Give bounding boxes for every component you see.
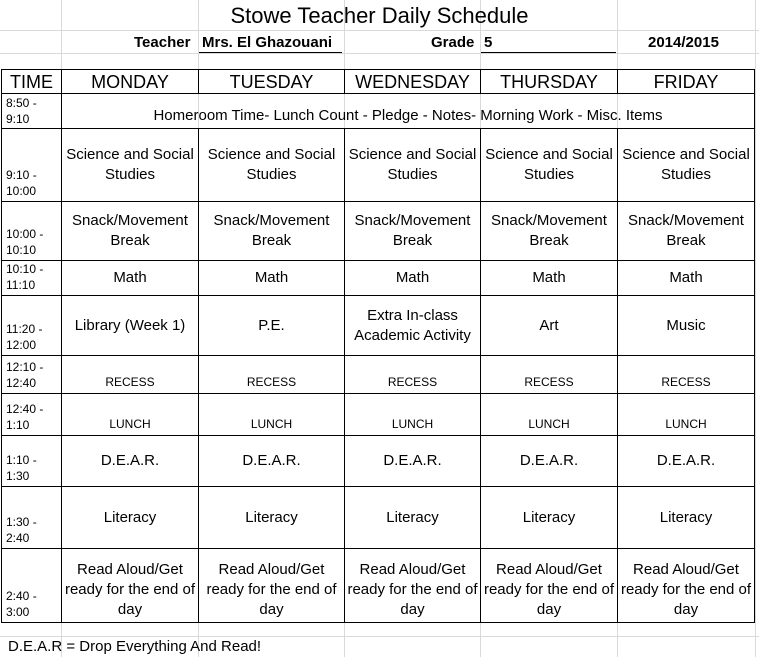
schedule-row bbox=[2, 129, 755, 202]
schedule-cell[interactable]: Math bbox=[618, 261, 755, 296]
schedule-cell[interactable]: Snack/Movement Break bbox=[618, 202, 755, 261]
schedule-cell[interactable]: RECESS bbox=[345, 356, 481, 394]
schedule-cell[interactable]: Science and Social Studies bbox=[199, 129, 345, 202]
day-header-monday: MONDAY bbox=[62, 70, 199, 94]
time-cell[interactable]: 9:10 - 10:00 bbox=[2, 129, 62, 202]
schedule-cell[interactable]: Library (Week 1) bbox=[62, 296, 199, 356]
gridline bbox=[0, 53, 759, 54]
schedule-row bbox=[2, 436, 755, 487]
schedule-cell[interactable]: Snack/Movement Break bbox=[62, 202, 199, 261]
schedule-cell[interactable]: Snack/Movement Break bbox=[345, 202, 481, 261]
schedule-cell[interactable]: Art bbox=[481, 296, 618, 356]
time-cell[interactable]: 10:00 - 10:10 bbox=[2, 202, 62, 261]
schedule-table bbox=[1, 69, 755, 623]
teacher-name[interactable]: Mrs. El Ghazouani bbox=[202, 34, 333, 51]
schedule-row bbox=[2, 487, 755, 549]
schedule-cell[interactable]: LUNCH bbox=[199, 394, 345, 436]
schedule-cell[interactable]: LUNCH bbox=[618, 394, 755, 436]
schedule-cell[interactable]: D.E.A.R. bbox=[345, 436, 481, 487]
schedule-row-homeroom bbox=[2, 94, 755, 129]
day-header-thursday: THURSDAY bbox=[481, 70, 618, 94]
schedule-row bbox=[2, 394, 755, 436]
time-cell[interactable]: 10:10 - 11:10 bbox=[2, 261, 62, 296]
header-row bbox=[2, 70, 755, 94]
homeroom-merged-cell[interactable]: Homeroom Time- Lunch Count - Pledge - Notes- Morning Work - Misc. Items bbox=[62, 94, 755, 129]
schedule-cell[interactable]: Snack/Movement Break bbox=[481, 202, 618, 261]
schedule-cell[interactable]: Music bbox=[618, 296, 755, 356]
schedule-cell[interactable]: RECESS bbox=[481, 356, 618, 394]
schedule-cell[interactable]: Literacy bbox=[481, 487, 618, 549]
schedule-cell[interactable]: D.E.A.R. bbox=[62, 436, 199, 487]
schedule-cell[interactable]: Math bbox=[62, 261, 199, 296]
schedule-row bbox=[2, 261, 755, 296]
time-cell[interactable]: 8:50 - 9:10 bbox=[2, 94, 62, 129]
schedule-cell[interactable]: D.E.A.R. bbox=[618, 436, 755, 487]
gridline bbox=[0, 636, 759, 637]
time-cell[interactable]: 12:10 - 12:40 bbox=[2, 356, 62, 394]
schedule-cell[interactable]: Read Aloud/Get ready for the end of day bbox=[481, 549, 618, 623]
gridline bbox=[755, 0, 756, 657]
schedule-cell[interactable]: Math bbox=[481, 261, 618, 296]
schedule-cell[interactable]: Literacy bbox=[199, 487, 345, 549]
schedule-cell[interactable]: Extra In-class Academic Activity bbox=[345, 296, 481, 356]
schedule-cell[interactable]: Read Aloud/Get ready for the end of day bbox=[618, 549, 755, 623]
schedule-cell[interactable]: Math bbox=[199, 261, 345, 296]
time-cell[interactable]: 1:10 - 1:30 bbox=[2, 436, 62, 487]
schedule-cell[interactable]: Read Aloud/Get ready for the end of day bbox=[62, 549, 199, 623]
schedule-cell[interactable]: Science and Social Studies bbox=[62, 129, 199, 202]
day-header-friday: FRIDAY bbox=[618, 70, 755, 94]
schedule-cell[interactable]: LUNCH bbox=[345, 394, 481, 436]
schedule-cell[interactable]: RECESS bbox=[618, 356, 755, 394]
schedule-cell[interactable]: Snack/Movement Break bbox=[199, 202, 345, 261]
schedule-cell[interactable]: Read Aloud/Get ready for the end of day bbox=[199, 549, 345, 623]
school-year[interactable]: 2014/2015 bbox=[648, 34, 719, 51]
schedule-cell[interactable]: LUNCH bbox=[62, 394, 199, 436]
schedule-cell[interactable]: Read Aloud/Get ready for the end of day bbox=[345, 549, 481, 623]
schedule-row bbox=[2, 202, 755, 261]
day-header-tuesday: TUESDAY bbox=[199, 70, 345, 94]
schedule-cell[interactable]: Science and Social Studies bbox=[481, 129, 618, 202]
gridline bbox=[0, 30, 759, 31]
time-header: TIME bbox=[2, 70, 62, 94]
time-cell[interactable]: 12:40 - 1:10 bbox=[2, 394, 62, 436]
time-cell[interactable]: 11:20 - 12:00 bbox=[2, 296, 62, 356]
schedule-row bbox=[2, 296, 755, 356]
schedule-cell[interactable]: D.E.A.R. bbox=[481, 436, 618, 487]
schedule-cell[interactable]: Science and Social Studies bbox=[618, 129, 755, 202]
schedule-row bbox=[2, 549, 755, 623]
schedule-cell[interactable]: RECESS bbox=[62, 356, 199, 394]
dear-footnote: D.E.A.R = Drop Everything And Read! bbox=[8, 638, 262, 655]
schedule-cell[interactable]: D.E.A.R. bbox=[199, 436, 345, 487]
day-header-wednesday: WEDNESDAY bbox=[345, 70, 481, 94]
teacher-underline bbox=[199, 52, 342, 53]
schedule-cell[interactable]: LUNCH bbox=[481, 394, 618, 436]
grade-value[interactable]: 5 bbox=[484, 34, 493, 51]
schedule-cell[interactable]: P.E. bbox=[199, 296, 345, 356]
schedule-cell[interactable]: Math bbox=[345, 261, 481, 296]
page-title: Stowe Teacher Daily Schedule bbox=[230, 3, 529, 28]
schedule-cell[interactable]: Literacy bbox=[345, 487, 481, 549]
schedule-cell[interactable]: RECESS bbox=[199, 356, 345, 394]
schedule-cell[interactable]: Science and Social Studies bbox=[345, 129, 481, 202]
teacher-label: Teacher bbox=[134, 34, 191, 51]
grade-label: Grade bbox=[431, 34, 475, 51]
schedule-cell[interactable]: Literacy bbox=[62, 487, 199, 549]
schedule-row bbox=[2, 356, 755, 394]
time-cell[interactable]: 1:30 - 2:40 bbox=[2, 487, 62, 549]
time-cell[interactable]: 2:40 - 3:00 bbox=[2, 549, 62, 623]
schedule-cell[interactable]: Literacy bbox=[618, 487, 755, 549]
grade-underline bbox=[481, 52, 616, 53]
